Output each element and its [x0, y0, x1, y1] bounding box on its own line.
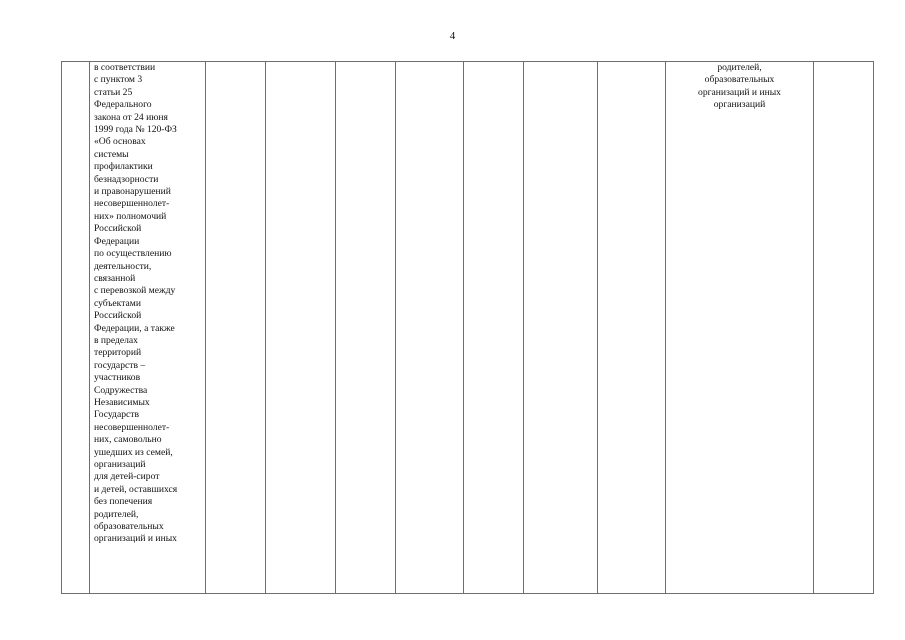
text-line: по осуществлению — [94, 248, 172, 260]
text-line: и правонарушений — [94, 186, 171, 198]
table-cell-empty — [814, 62, 874, 594]
page-number: 4 — [449, 30, 456, 42]
text-line: безнадзорности — [94, 173, 159, 185]
table-cell-recipients — [666, 62, 814, 594]
table-cell-empty — [266, 62, 336, 594]
text-line: закона от 24 июня — [94, 111, 168, 123]
text-line: Российской — [94, 310, 142, 322]
text-line: системы — [94, 148, 129, 160]
text-line: для детей-сирот — [94, 471, 160, 483]
text-line: Федерации — [94, 235, 140, 247]
text-line: Федерального — [94, 99, 152, 111]
text-line: без попечения — [94, 496, 153, 508]
text-line: связанной — [94, 272, 136, 284]
text-line: Содружества — [94, 384, 148, 396]
text-line: них» полномочий — [94, 210, 167, 222]
text-line: в пределах — [94, 334, 138, 346]
text-line: территорий — [94, 347, 142, 359]
text-line: образовательных — [704, 74, 775, 86]
text-line: статьи 25 — [94, 86, 133, 98]
text-line: организаций и иных — [94, 533, 177, 545]
text-line: 1999 года № 120-ФЗ — [94, 124, 177, 136]
table-cell-empty — [464, 62, 524, 594]
text-line: деятельности, — [94, 260, 152, 272]
text-line: государств – — [94, 359, 146, 371]
text-line: родителей, — [94, 508, 139, 520]
text-line: них, самовольно — [94, 434, 162, 446]
text-line: Федерации, а также — [94, 322, 175, 334]
table-cell-empty — [396, 62, 464, 594]
text-line: Государств — [94, 409, 139, 421]
table-cell-number — [62, 62, 90, 594]
text-line: «Об основах — [94, 136, 146, 148]
text-line: ушедших из семей, — [94, 446, 173, 458]
text-line: несовершеннолет- — [94, 198, 170, 210]
recipients-text — [666, 62, 813, 112]
text-line: Независимых — [94, 396, 150, 408]
table-cell-empty — [524, 62, 598, 594]
table-cell-empty — [206, 62, 266, 594]
description-text — [94, 62, 205, 546]
text-line: в соответствии — [94, 62, 156, 73]
table-cell-description — [90, 62, 206, 594]
table-cell-empty — [336, 62, 396, 594]
text-line: с перевозкой между — [94, 285, 176, 297]
text-line: и детей, оставшихся — [94, 483, 178, 495]
text-line: несовершеннолет- — [94, 421, 170, 433]
text-line: родителей, — [717, 62, 762, 73]
document-table — [61, 61, 874, 594]
text-line: организаций и иных — [698, 86, 781, 98]
text-line: профилактики — [94, 161, 153, 173]
table-cell-empty — [598, 62, 666, 594]
text-line: организаций — [94, 459, 146, 470]
text-line: организаций — [713, 99, 766, 111]
text-line: образовательных — [94, 521, 164, 533]
text-line: с пунктом 3 — [94, 74, 143, 86]
text-line: Российской — [94, 223, 142, 235]
text-line: участников — [94, 372, 141, 384]
text-line: субъектами — [94, 297, 141, 309]
table-row — [62, 62, 874, 594]
